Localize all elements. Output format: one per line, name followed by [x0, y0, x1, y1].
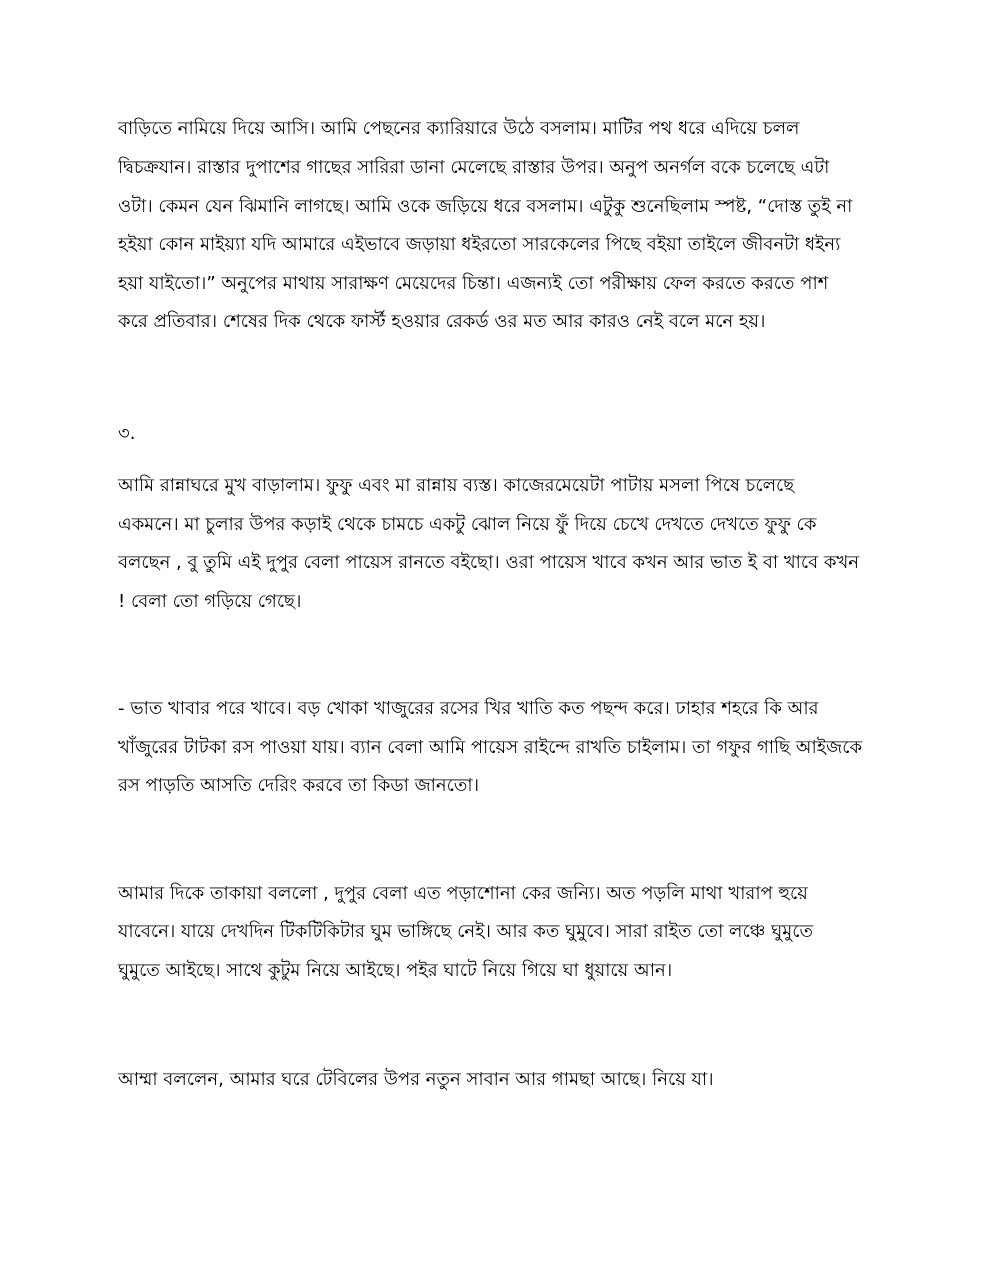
paragraph-1-line-2: দ্বিচক্রযান। রাস্তার দুপাশের গাছের সারিরা ডানা মেলেছে রাস্তার উপর। অনুপ অনর্গল বকে চলেছে এটা: [118, 157, 830, 178]
paragraph-1-line-1: বাড়িতে নামিয়ে দিয়ে আসি। আমি পেছনের ক্যারিয়ারে উঠে বসলাম। মাটির পথ ধরে এদিয়ে চলল: [118, 118, 800, 139]
paragraph-5-line-1: আম্মা বললেন, আমার ঘরে টেবিলের উপর নতুন সাবান আর গামছা আছে। নিয়ে যা।: [118, 1069, 714, 1090]
paragraph-1-line-6: করে প্রতিবার। শেষের দিক থেকে ফার্স্ট হওয়ার রেকর্ড ওর মত আর কারও নেই বলে মনে হয়।: [118, 311, 766, 332]
paragraph-1-line-3: ওটা। কেমন যেন ঝিমানি লাগছে। আমি ওকে জড়িয়ে ধরে বসলাম। এটুকু শুনেছিলাম স্পষ্ট, “দোস্ত তুই না: [118, 196, 853, 217]
paragraph-1-line-4: হইয়া কোন মাইয়্যা যদি আমারে এইভাবে জড়ায়া ধইরতো সারকেলের পিছে বইয়া তাইলে জীবনটা ধইন্য: [118, 234, 841, 255]
paragraph-4-line-1: আমার দিকে তাকায়া বললো , দুপুর বেলা এত পড়াশোনা কের জন্যি। অত পড়লি মাথা খারাপ হুয়ে: [118, 883, 808, 904]
paragraph-3-line-2: খাঁজুরের টাটকা রস পাওয়া যায়। ব্যান বেলা আমি পায়েস রাইন্দে রাখতি চাইলাম। তা গফুর গাছি আইজকে: [118, 737, 863, 758]
paragraph-4-line-3: ঘুমুতে আইছে। সাথে কুটুম নিয়ে আইছে। পইর ঘাটে নিয়ে গিয়ে ঘা ধুয়ায়ে আন।: [118, 960, 673, 981]
paragraph-4-line-2: যাবেনে। যায়ে দেখদিন টিকটিকিটার ঘুম ভাঙ্গিছে নেই। আর কত ঘুমুবে। সারা রাইত তো লঞ্চে ঘুমুতে: [118, 921, 813, 942]
paragraph-3-line-1: - ভাত খাবার পরে খাবে। বড় খোকা খাজুরের রসের খির খাতি কত পছন্দ করে। ঢাহার শহরে কি আর: [118, 698, 819, 719]
paragraph-2-line-2: একমনে। মা চুলার উপর কড়াই থেকে চামচে একটু ঝোল নিয়ে ফুঁ দিয়ে চেখে দেখতে দেখতে ফুফু কে: [118, 514, 817, 535]
paragraph-1-line-5: হয়া যাইতো।” অনুপের মাথায় সারাক্ষণ মেয়েদের চিন্তা। এজন্যই তো পরীক্ষায় ফেল করতে করতে পাশ: [118, 273, 829, 294]
paragraph-2-line-1: আমি রান্নাঘরে মুখ বাড়ালাম। ফুফু এবং মা রান্নায় ব্যস্ত। কাজেরমেয়েটা পাটায় মসলা পিষে চলেছে: [118, 475, 795, 496]
paragraph-3-line-3: রস পাড়তি আসতি দেরিং করবে তা কিডা জানতো।: [118, 775, 480, 796]
paragraph-2-line-3: বলছেন , বু তুমি এই দুপুর বেলা পায়েস রানতে বইছো। ওরা পায়েস খাবে কখন আর ভাত ই বা খাবে কখন: [118, 552, 860, 573]
section-number: ৩.: [118, 423, 136, 444]
paragraph-2-line-4: ! বেলা তো গড়িয়ে গেছে।: [118, 591, 302, 612]
